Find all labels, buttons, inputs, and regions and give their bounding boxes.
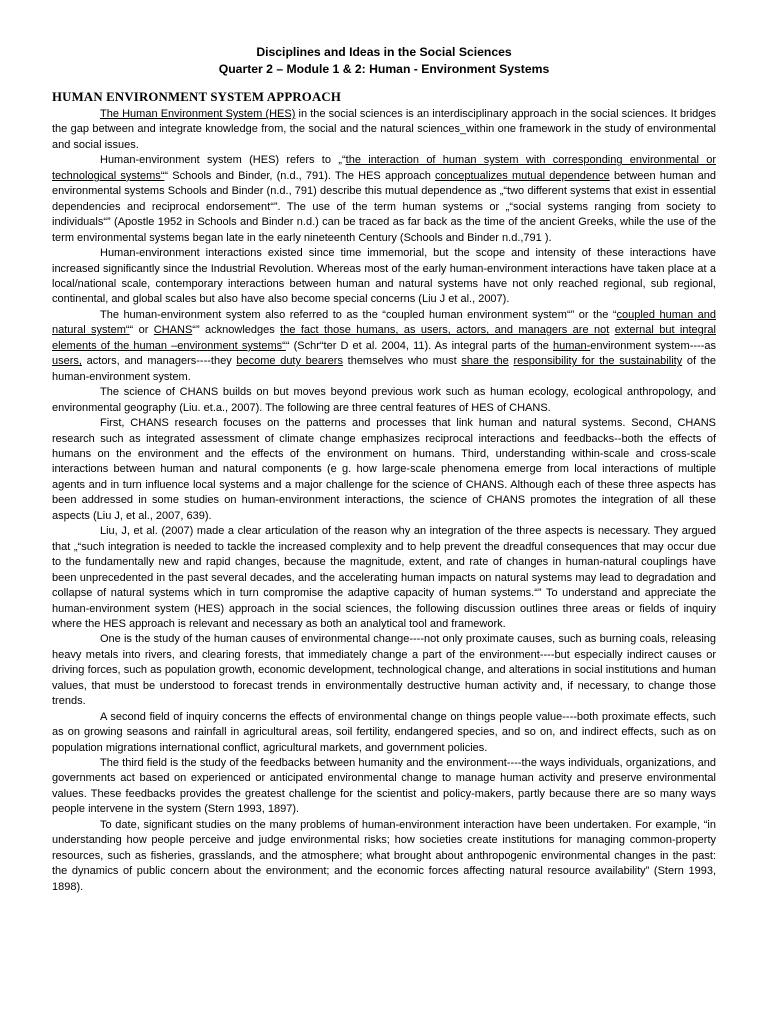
text-run: To date, significant studies on the many problems of human-environment interaction have been undertaken. For example, “in understanding how people perceive and judge environmental risks; how societies create institutions for managing common-property resources, such as fisheries, grasslands, and the atmosphere; what brought about anthropogenic environmental changes in the past: the dynamics of public concern about the environment; and the economic forces affecting natural resource availability” (Stern 1993, 1898). [52, 818, 716, 893]
document-title: Disciplines and Ideas in the Social Sciences [256, 45, 512, 59]
underlined-text: human- [552, 339, 591, 352]
underlined-text: conceptualizes mutual dependence [435, 169, 610, 182]
underlined-text: the interaction of human system with corresponding environmental or technological systems“ [52, 154, 716, 182]
text-run: “ or [129, 324, 154, 337]
text-run: environment system----as [590, 339, 716, 352]
text-run: First, CHANS research focuses on the patterns and processes that link human and natural systems. Second, CHANS research such as integrated assessment of climate change emphasizes reciprocal interactions and feedbacks--both the effects of humans on the environment and the effects of the environment on humans. Third, understanding within-scale and cross-scale interactions between human and natural components (e g. how large-scale phenomena emerge from local interactions of multiple agents and in turn influence local systems and a major challenge for the science of CHANS. Although each of these three aspects has been addressed in some studies on human-environment interactions, the science of CHANS promotes the integration of all these aspects (Liu J, et al., 2007, 639). [52, 417, 716, 522]
paragraph [52, 308, 716, 385]
paragraph [52, 818, 716, 895]
text-run: “ (Schr“ter D et al. 2004, 11). As integral parts of the [285, 339, 553, 352]
paragraph [52, 710, 716, 756]
text-run: in the social sciences is an interdisciplinary approach in the social sciences. It bridges the gap between and integrate knowledge from, the social and the natural sciences_within one framework in the study of environmental and social issues. [52, 108, 716, 151]
text-run: One is the study of the human causes of environmental change----not only proximate causes, such as burning coals, releasing heavy metals into rivers, and clearing forests, that immediately change a part of the environment----but especially indirect causes or driving forces, such as population growth, economic development, technological change, and alterations in social institutions and human values, that must be understood to forecast trends in environmentally destructive human activity and, if necessary, to change those trends. [52, 633, 716, 708]
paragraph [52, 107, 716, 153]
paragraph [52, 524, 716, 632]
text-run: themselves who must [342, 355, 462, 368]
text-run: of the human-environment system. [52, 355, 717, 383]
paragraph [52, 385, 716, 416]
text-run: The science of CHANS builds on but moves beyond previous work such as human ecology, ecological anthropology, and environmental geography (Liu. et.a., 2007). The following are three central features of HES of CHANS. [52, 386, 716, 414]
underlined-text: coupled human and natural system“ [52, 308, 716, 337]
text-run: The human-environment system also referred to as the “coupled human environment system“” or the “ [100, 308, 617, 321]
underlined-text: users, [52, 355, 82, 368]
text-run: A second field of inquiry concerns the effects of environmental change on things people value----both proximate effects, such as on growing seasons and rainfall in agricultural areas, soil fertility, endangered species, and so on, and indirect effects, such as on population migrations international conflict, agricultural markets, and government policies. [52, 710, 716, 754]
underlined-text: become duty bearers [236, 355, 343, 368]
text-run: “” acknowledges [192, 324, 281, 337]
text-run: actors, and managers----they [81, 355, 237, 368]
underlined-text: external but integral elements of the human –environment systems“ [52, 324, 716, 352]
text-run: Human-environment system (HES) refers to „“ [100, 154, 346, 167]
text-run: Human-environment interactions existed since time immemorial, but the scope and intensity of these interactions have increased significantly since the Industrial Revolution. Whereas most of the early human-environment interactions have taken place at a local/national scale, contemporary interactions between human and natural systems have not only reached regional, sub regional, continental, and global scales but also have also become special concerns (Liu J et al., 2007). [52, 247, 716, 306]
text-run: Liu, J, et al. (2007) made a clear articulation of the reason why an integration of the three aspects is necessary. They argued that „“such integration is needed to tackle the increased complexity and to help prevent the dreadful consequences that may occur due to the fundamentally new and rapid changes, because the magnitude, extent, and rate of changes in human-natural couplings have been unprecedented in the past several decades, and the accelerating human impacts on natural systems may lead to degradation and collapse of natural systems which in turn compromise the adaptive capacity of human systems.“” To understand and appreciate the human-environment system (HES) approach in the social sciences, the following discussion outlines three areas or fields of inquiry where the HES approach is relevant and necessary as both an analytical tool and framework. [52, 525, 716, 630]
paragraph [52, 153, 716, 246]
paragraph [52, 246, 716, 308]
paragraph [52, 416, 716, 524]
underlined-text: The Human Environment System (HES) [100, 108, 296, 120]
text-run: between human and environmental systems Schools and Binder (n.d., 791) describe this mutual dependence as „“two different systems that exist in essential dependencies and reciprocal endorsement“”. The use of the term human systems or „“social systems ranging from society to individuals“” (Apostle 1952 in Schools and Binder n.d.) can be traced as far back as the time of the ancient Greeks, while the use of the term environmental systems began late in the early nineteenth Century (Schools and Binder n.d.,791 ). [52, 169, 716, 244]
underlined-text: responsibility for the sustainability [513, 355, 683, 368]
section-heading: HUMAN ENVIRONMENT SYSTEM APPROACH [52, 90, 341, 104]
paragraph [52, 632, 716, 709]
document-page [52, 44, 716, 895]
underlined-text: the fact those humans, as users, actors, and managers are not [280, 324, 610, 337]
underlined-text: share the [461, 355, 509, 368]
text-run: The third field is the study of the feedbacks between humanity and the environment----the ways individuals, organizations, and governments act based on experienced or anticipated environmental change to manage human activity and preserve environmental values. These feedbacks provides the greatest challenge for the scientist and policy-makers, partly because there are so many ways people intervene in the system (Stern 1993, 1897). [52, 757, 716, 816]
body-text [52, 107, 716, 895]
text-run: “ Schools and Binder, (n.d., 791). The HES approach [164, 169, 436, 182]
underlined-text: CHANS [153, 324, 193, 337]
paragraph [52, 756, 716, 818]
document-subtitle: Quarter 2 – Module 1 & 2: Human - Environment Systems [218, 62, 550, 76]
